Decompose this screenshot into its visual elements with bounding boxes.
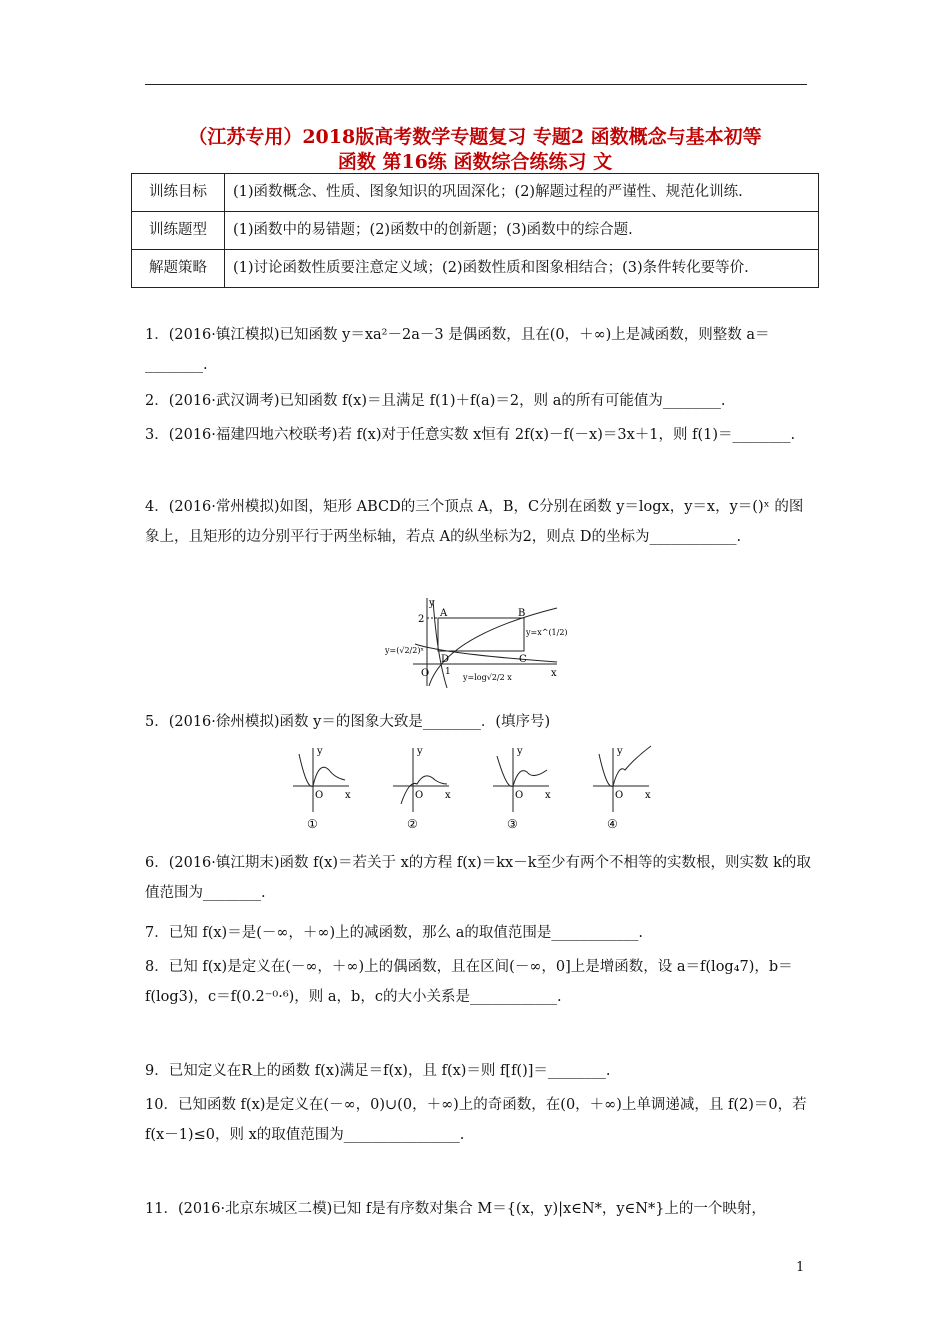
question-6: 6．(2016·镇江期末)函数 f(x)＝若关于 x的方程 f(x)＝kx－k至少有两个不相等的实数根，则实数 k的取值范围为________.	[145, 855, 811, 901]
question-7: 7．已知 f(x)＝是(－∞，＋∞)上的减函数，那么 a的取值范围是____________.	[145, 925, 644, 941]
question-8: 8．已知 f(x)是定义在(－∞，＋∞)上的偶函数，且在区间(－∞，0]上是增函数，设 a＝f(log₄7)，b＝f(log3)，c＝f(0.2⁻⁰·⁶)，则 a，b，c的大小关系是____________.	[145, 959, 793, 1005]
table-row	[132, 174, 819, 212]
option-label: ①	[307, 817, 318, 831]
doc-title-line2: 函数 第16练 函数综合练练习 文	[337, 151, 613, 173]
question-10: 10．已知函数 f(x)是定义在(－∞，0)∪(0，＋∞)上的奇函数，在(0，＋∞)上单调递减，且 f(2)＝0，若 f(x－1)≤0，则 x的取值范围为________________.	[145, 1097, 807, 1143]
table-row	[132, 212, 819, 250]
label-log-curve: y=log√2/2 x	[463, 673, 512, 682]
figure-5-options	[285, 740, 665, 832]
label-b: B	[518, 608, 526, 619]
option-graph-4	[593, 746, 651, 831]
axis-y-label: y	[317, 746, 323, 757]
table-content: (1)讨论函数性质要注意定义域；(2)函数性质和图象相结合；(3)条件转化要等价.	[225, 250, 819, 288]
option-graph-3	[493, 746, 551, 831]
origin-label: O	[515, 790, 524, 801]
question-1: 1．(2016·镇江模拟)已知函数 y＝xa²－2a－3 是偶函数，且在(0，＋∞)上是减函数，则整数 a＝________.	[145, 327, 770, 373]
label-d: D	[441, 654, 450, 665]
origin-label: O	[415, 790, 424, 801]
question-4: 4．(2016·常州模拟)如图，矩形 ABCD的三个顶点 A，B，C分别在函数 y＝logx，y＝x，y＝()ˣ 的图象上，且矩形的边分别平行于两坐标轴，若点 A的纵坐标为2，则点 D的坐标为____________.	[145, 499, 804, 545]
option-graph-2	[393, 746, 451, 831]
axis-y-label: y	[517, 746, 523, 757]
page-number: 1	[796, 1260, 805, 1275]
label-x: x	[551, 668, 557, 679]
tick-1: 1	[445, 667, 451, 677]
option-label: ④	[607, 817, 618, 831]
axis-x-label: x	[645, 790, 651, 801]
table-content: (1)函数中的易错题；(2)函数中的创新题；(3)函数中的综合题.	[225, 212, 819, 250]
axis-x-label: x	[545, 790, 551, 801]
option-label: ③	[507, 817, 518, 831]
tick-2: 2	[418, 614, 425, 625]
figure-4-graph	[385, 596, 568, 690]
label-exp-curve: y=(√2/2)ˣ	[385, 646, 424, 655]
label-a: A	[440, 608, 448, 619]
origin-label: O	[315, 790, 324, 801]
origin-label: O	[615, 790, 624, 801]
exp-curve	[415, 644, 557, 662]
axis-y-label: y	[617, 746, 623, 757]
label-y: y	[429, 598, 435, 609]
question-3: 3．(2016·福建四地六校联考)若 f(x)对于任意实数 x恒有 2f(x)－f(－x)＝3x＋1，则 f(1)＝________.	[145, 427, 796, 443]
label-power-curve: y=x^(1/2)	[526, 628, 568, 637]
table-content: (1)函数概念、性质、图象知识的巩固深化；(2)解题过程的严谨性、规范化训练.	[225, 174, 819, 212]
question-9: 9．已知定义在R上的函数 f(x)满足＝f(x)，且 f(x)＝则 f[f()]＝________.	[145, 1063, 611, 1079]
table-label: 训练题型	[132, 212, 225, 250]
table-label: 解题策略	[132, 250, 225, 288]
table-label: 训练目标	[132, 174, 225, 212]
doc-title-line1: （江苏专用）2018版高考数学专题复习 专题2 函数概念与基本初等	[188, 126, 762, 148]
training-table	[131, 173, 819, 288]
label-o: O	[421, 668, 430, 679]
option-label: ②	[407, 817, 418, 831]
axis-x-label: x	[445, 790, 451, 801]
axis-x-label: x	[345, 790, 351, 801]
label-c: C	[519, 654, 527, 665]
question-11: 11．(2016·北京东城区二模)已知 f是有序数对集合 M＝{(x，y)|x∈N*，y∈N*}上的一个映射，	[145, 1201, 766, 1217]
option-graph-1	[293, 746, 351, 831]
axis-y-label: y	[417, 746, 423, 757]
question-2: 2．(2016·武汉调考)已知函数 f(x)＝且满足 f(1)＋f(a)＝2，则 a的所有可能值为________.	[145, 393, 726, 409]
header-rule	[145, 84, 807, 85]
question-5: 5．(2016·徐州模拟)函数 y＝的图象大致是________．(填序号)	[145, 714, 551, 730]
table-row	[132, 250, 819, 288]
